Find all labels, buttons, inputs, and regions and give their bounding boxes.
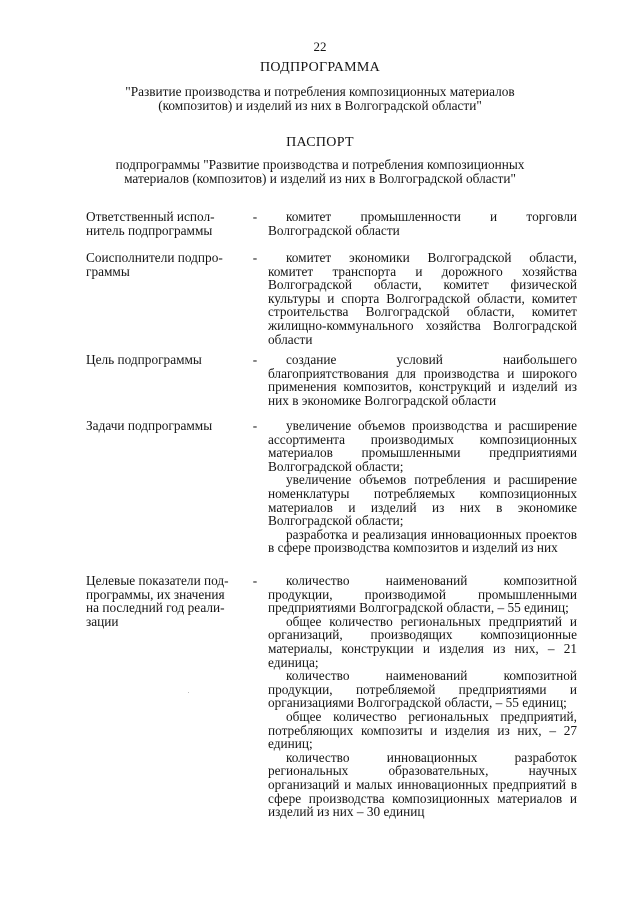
row-label-line: Цель подпрограммы [86,352,202,367]
row-label-line: зации [86,613,119,629]
row-label-line: Ответственный испол- [86,209,215,224]
passport-heading: ПАСПОРТ [286,135,354,150]
row-value [268,210,577,237]
row-value [268,251,577,346]
row-dash: - [252,250,258,265]
program-title-line: (композитов) и изделий из них в Волгоградской области" [158,97,482,113]
row-label-line: нитель подпрограммы [86,222,213,238]
row-value [268,574,577,819]
row-label [86,574,244,628]
row-value [268,419,577,555]
passport-subtitle-line: подпрограммы "Развитие производства и потребления композиционных [115,157,525,172]
row-label-line: на последний год реали- [86,600,225,616]
row-label-line: Задачи подпрограммы [86,418,213,433]
value-paragraph: увеличение объемов потребления и расширение номенклатуры потребляемых композиционных материалов и изделий из них в экономике Волгоградской области; [268,472,577,529]
value-paragraph: комитет экономики Волгоградской области, комитет транспорта и дорожного хозяйства Волгоградской области, комитет физической культуры и спорта Волгоградской области, комитет строительства Волгоградской области, комитет жилищно-коммунального хозяйства Волгоградской области [268,250,577,347]
scan-speck [188,692,189,693]
value-paragraph: комитет промышленности и торговли Волгоградской области [268,209,577,238]
program-title-line: "Развитие производства и потребления композиционных материалов [125,84,515,99]
program-heading: ПОДПРОГРАММА [259,60,381,75]
row-label-line: Целевые показатели под- [86,573,229,588]
row-label [86,251,244,278]
value-paragraph: общее количество региональных предприятий и организаций, производящих композиционные материалы, конструкции и изделия из них, – 21 единица; [268,613,577,670]
value-paragraph: количество наименований композитной продукции, производимой промышленными предприятиями Волгоградской области, – 55 единиц; [268,573,577,616]
row-label-line: программы, их значения [86,586,225,602]
value-paragraph: увеличение объемов производства и расширение ассортимента производимых композиционных материалов промышленными предприятиями Волгоградской области; [268,418,577,474]
value-paragraph: создание условий наибольшего благоприятствования для производства и широкого применения композитов, конструкций и изделий из них в экономике Волгоградской области [268,352,577,408]
value-paragraph: количество наименований композитной продукции, потребляемой предприятиями и организациями Волгоградской области, – 55 единиц; [268,668,577,711]
row-label [86,419,244,433]
passport-subtitle [0,158,640,185]
row-dash: - [252,209,258,224]
program-title [0,85,640,112]
row-dash: - [252,352,258,367]
page-number: 22 [313,39,327,54]
value-paragraph: общее количество региональных предприятий, потребляющих композиты и изделия из них, – 27 единиц; [268,708,577,752]
row-label [86,353,244,367]
passport-subtitle-line: материалов (композитов) и изделий из них в Волгоградской области" [124,170,516,186]
row-value [268,353,577,407]
value-paragraph: количество инновационных разработок региональных образовательных, научных организаций и малых инновационных предприятий в сфере производства композиционных материалов и изделий из них – 30 единиц [268,749,577,820]
row-label-line: Соисполнители подпро- [86,250,223,265]
row-label [86,210,244,237]
row-dash: - [252,418,258,433]
row-label-line: граммы [86,263,130,279]
value-paragraph: разработка и реализация инновационных проектов в сфере производства композитов и изделий из них [268,526,577,556]
row-dash: - [252,573,258,588]
